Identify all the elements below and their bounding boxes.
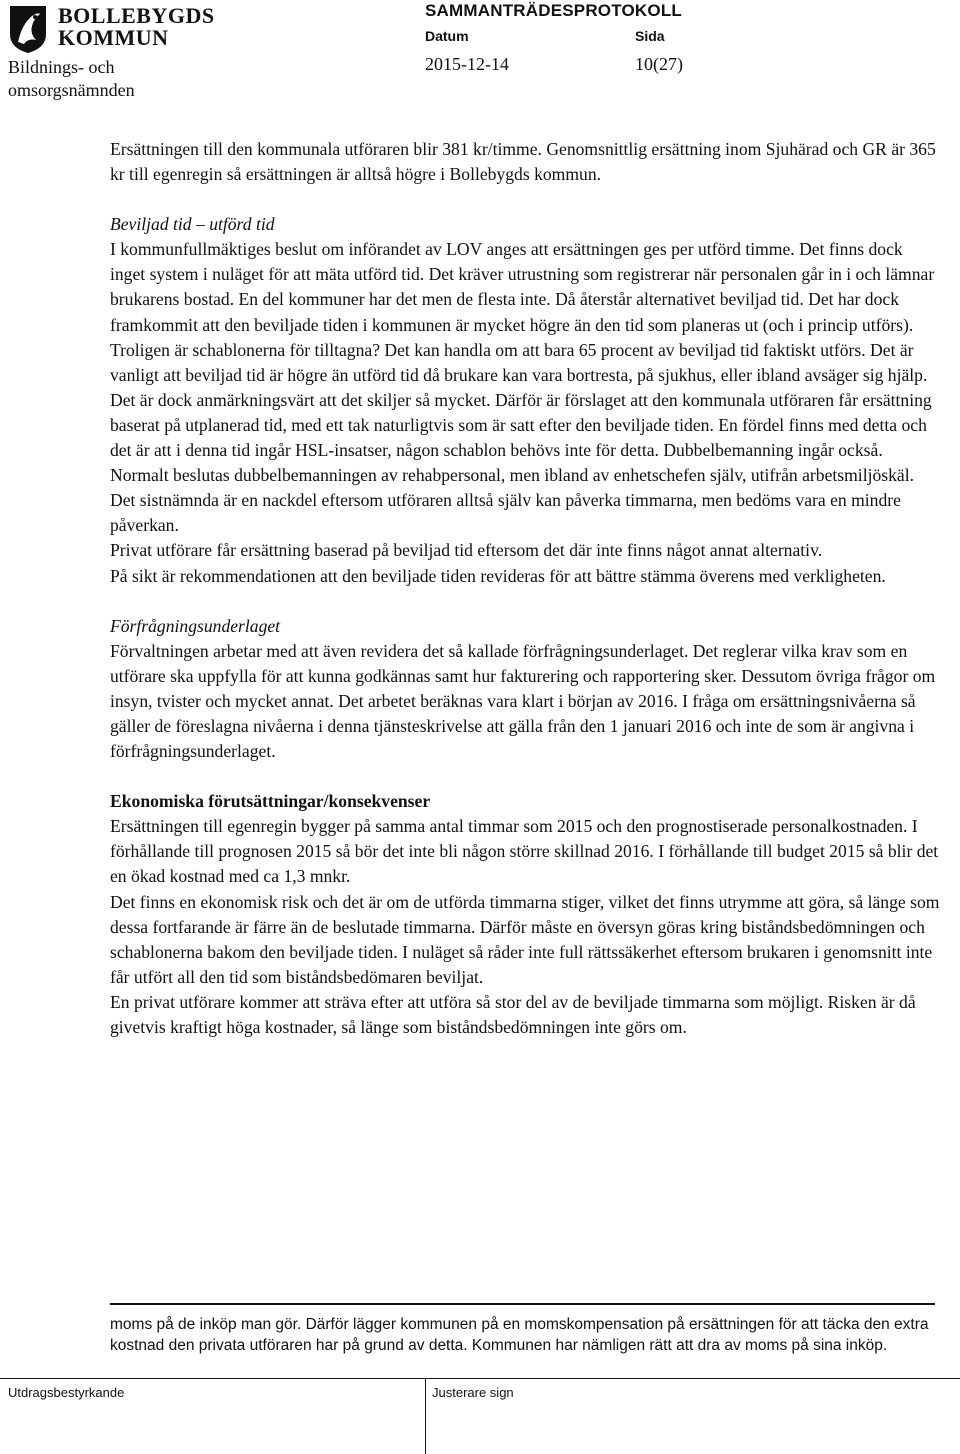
logo-text-line1: BOLLEBYGDS xyxy=(58,3,215,28)
paragraph-tender-documents: Förvaltningen arbetar med att även revidera det så kallade förfrågningsunderlaget. Det reglerar vilka krav som en utförare ska uppfylla för att kunna godkännas samt hur fakturering och rapportering sker. Dessutom övriga frågor om insyn, tvister och mycket annat. Det arbetet beräknas vara klart i början av 2016. I fråga om ersättningsnivåerna så gäller de föreslagna nivåerna i denna tjänsteskrivelse att gälla från den 1 januari 2016 och inte de som är angivna i förfrågningsunderlaget. xyxy=(110,640,936,762)
paragraph-granted-vs-performed: I kommunfullmäktiges beslut om införandet av LOV anges att ersättningen ges per utförd timme. Det finns dock inget system i nuläget för att mäta utförd tid. Det kräver utrustning som registrerar när personalen går in i och lämnar brukarens bostad. En del kommuner har det men de flesta inte. Då återstår alternativet beviljad tid. Det har dock framkommit att den beviljade tiden i kommunen är mycket högre än den tid som planeras ut (och i princip utförs). Troligen är schablonerna för tilltagna? Det kan handla om att bara 65 procent av beviljad tid faktiskt utförs. Det är vanligt att beviljad tid är högre än utförd tid då brukare kan vara bortresta, på sjukhus, eller ibland avsäger sig hjälp. Det är dock anmärkningsvärt att det skiljer så mycket. Därför är förslaget att den kommunala utföraren får ersättning baserat på utplanerad tid, med ett tak naturligtvis som är satt efter den beviljade tiden. En fördel finns med detta och det är att i denna tid ingår HSL-insatser, någon schablon behövs inte för detta. Dubbelbemanning ingår också. Normalt beslutas dubbelbemanningen av rehabpersonal, men ibland av enhetschefen själv, utifrån arbetsmiljöskäl. Det sistnämnda är en nackdel eftersom utföraren alltså själv kan påverka timmarna, men bedöms vara en mindre påverkan. xyxy=(110,239,935,536)
page-label: Sida xyxy=(635,28,665,44)
paragraph-private-provider: Privat utförare får ersättning baserad på beviljad tid eftersom det där inte finns något annat alternativ. xyxy=(110,540,823,561)
date-label: Datum xyxy=(425,28,469,44)
paragraph-compensation-rate: Ersättningen till den kommunala utföraren blir 381 kr/timme. Genomsnittlig ersättning inom Sjuhärad och GR är 365 kr till egenregin så ersättningen är alltså högre i Bollebygds kommun. xyxy=(110,139,936,185)
footnote-text: moms på de inköp man gör. Därför lägger kommunen på en momskompensation på ersättningen för att täcka den extra kostnad den privata utföraren har på grund av detta. Kommunen har nämligen rätt att dra av moms på sina inköp. xyxy=(110,1316,929,1354)
footer-column-divider xyxy=(425,1378,426,1454)
spacer xyxy=(110,589,940,614)
date-value: 2015-12-14 xyxy=(425,54,509,74)
document-body xyxy=(110,137,940,1040)
section-heading-tender-documents: Förfrågningsunderlaget xyxy=(110,615,281,636)
footer-divider xyxy=(0,1378,960,1379)
page-value: 10(27) xyxy=(635,54,683,74)
footnote-divider xyxy=(110,1303,935,1305)
department-name: Bildnings- och omsorgsnämnden xyxy=(8,57,135,100)
spacer xyxy=(110,764,940,789)
paragraph-economic-basis: Ersättningen till egenregin bygger på samma antal timmar som 2015 och den prognostiserade personalkostnaden. I förhållande till prognosen 2015 så bör det inte bli någon större skillnad 2016. I förhållande till budget 2015 så blir det en ökad kostnad med ca 1,3 mnkr. xyxy=(110,816,939,887)
paragraph-private-risk: En privat utförare kommer att sträva efter att utföra så stor del av de beviljade timmarna som möjligt. Risken är då givetvis kraftigt höga kostnader, så länge som biståndsbedömningen inte görs om. xyxy=(110,991,916,1037)
spacer xyxy=(110,187,940,212)
paragraph-economic-risk: Det finns en ekonomisk risk och det är om de utförda timmarna stiger, vilket det finns utrymme att göra, så länge som dessa fortfarande är färre än de beslutade timmarna. Därför måste en översyn göras kring biståndsbedömningen och schablonerna bakom den beviljade tiden. I nuläget så råder inte full rättssäkerhet eftersom brukaren i genomsnitt inte får utfört all den tid som biståndsbedömaren beviljat. xyxy=(110,891,940,987)
paragraph-recommendation: På sikt är rekommendationen att den beviljade tiden revideras för att bättre stämma överens med verkligheten. xyxy=(110,565,886,586)
footer-certification-label: Utdragsbestyrkande xyxy=(8,1385,125,1400)
document-title: SAMMANTRÄDESPROTOKOLL xyxy=(425,1,682,20)
section-heading-granted-time: Beviljad tid – utförd tid xyxy=(110,214,275,235)
footer-signature-label: Justerare sign xyxy=(432,1385,514,1400)
section-heading-economic: Ekonomiska förutsättningar/konsekvenser xyxy=(110,791,431,812)
municipality-logo xyxy=(8,3,215,54)
logo-text-line2: KOMMUN xyxy=(58,25,169,50)
crest-icon xyxy=(8,4,48,54)
